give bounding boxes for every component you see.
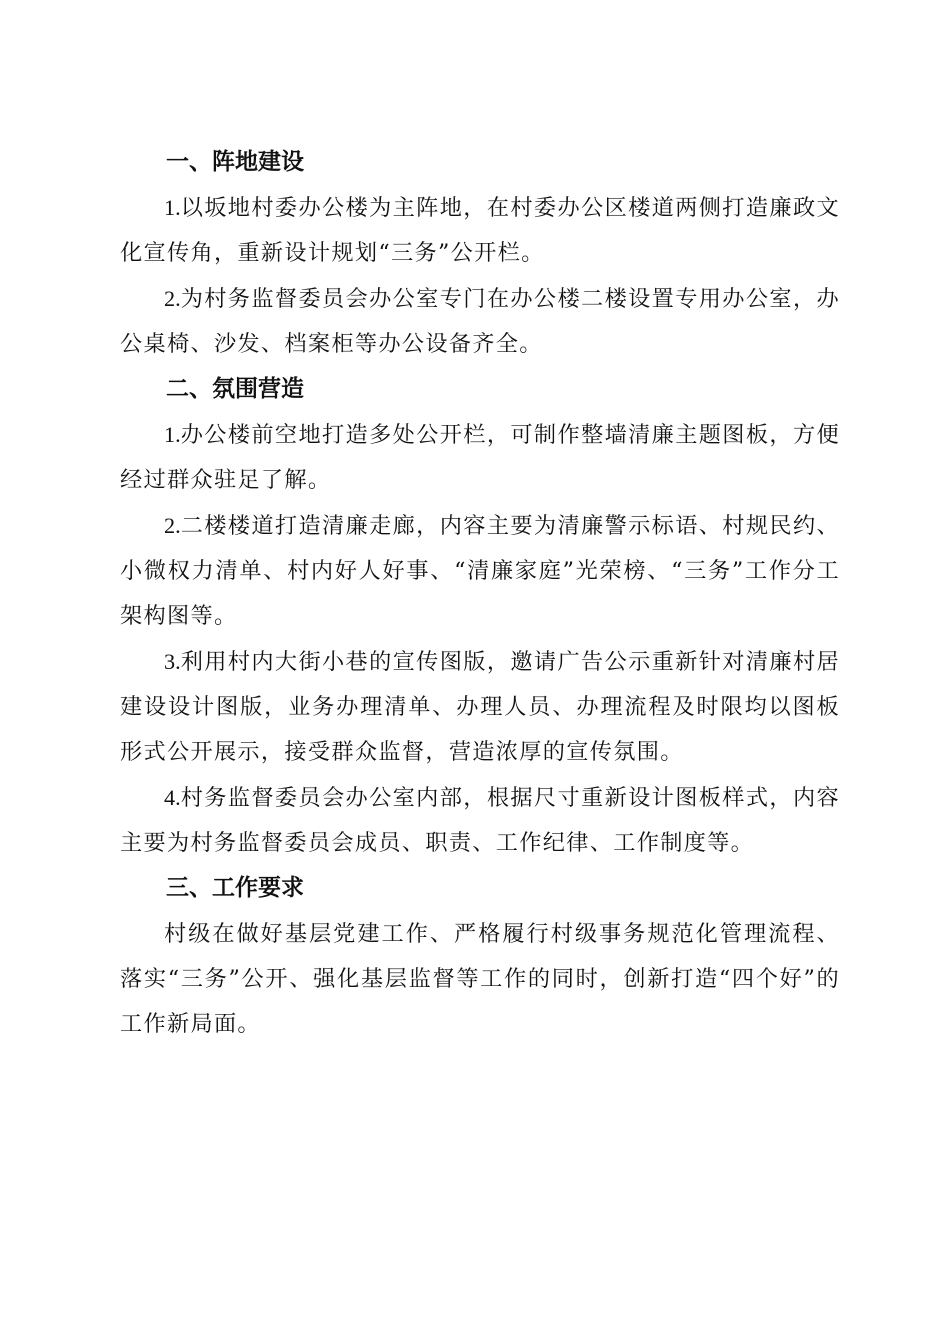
paragraph-text: 办公楼前空地打造多处公开栏，可制作整墙清廉主题图板，方便经过群众驻足了解。 (120, 422, 840, 493)
paragraph-3-1 (120, 911, 840, 1047)
paragraph-2-1 (120, 412, 840, 503)
paragraph-text: 利用村内大街小巷的宣传图版，邀请广告公示重新针对清廉村居建设设计图版，业务办理清单、办理人员、办理流程及时限均以图板形式公开展示，接受群众监督，营造浓厚的宣传氛围。 (120, 649, 840, 765)
document-body (120, 140, 840, 1047)
paragraph-2-2 (120, 503, 840, 639)
paragraph-number: 1. (164, 422, 181, 447)
paragraph-text: 村级在做好基层党建工作、严格履行村级事务规范化管理流程、落实“三务”公开、强化基层监督等工作的同时，创新打造“四个好”的工作新局面。 (120, 921, 840, 1037)
paragraph-text: 二楼楼道打造清廉走廊，内容主要为清廉警示标语、村规民约、小微权力清单、村内好人好事、“清廉家庭”光荣榜、“三务”工作分工架构图等。 (120, 513, 840, 629)
paragraph-number: 4. (164, 785, 181, 810)
paragraph-number: 3. (164, 649, 181, 674)
paragraph-text: 以坂地村委办公楼为主阵地，在村委办公区楼道两侧打造廉政文化宣传角，重新设计规划“三务”公开栏。 (120, 195, 840, 266)
section-heading-position-building: 一、阵地建设 (166, 149, 304, 175)
section-heading-atmosphere: 二、氛围营造 (166, 376, 304, 402)
paragraph-text: 为村务监督委员会办公室专门在办公楼二楼设置专用办公室，办公桌椅、沙发、档案柜等办公设备齐全。 (120, 286, 840, 357)
paragraph-1-1 (120, 185, 840, 276)
paragraph-text: 村务监督委员会办公室内部，根据尺寸重新设计图板样式，内容主要为村务监督委员会成员、职责、工作纪律、工作制度等。 (120, 785, 840, 856)
paragraph-1-2 (120, 276, 840, 367)
paragraph-2-4 (120, 775, 840, 866)
paragraph-number: 2. (164, 286, 181, 311)
paragraph-number: 2. (164, 513, 181, 538)
paragraph-number: 1. (164, 195, 181, 220)
section-heading-work-requirements: 三、工作要求 (166, 875, 304, 901)
paragraph-2-3 (120, 639, 840, 775)
